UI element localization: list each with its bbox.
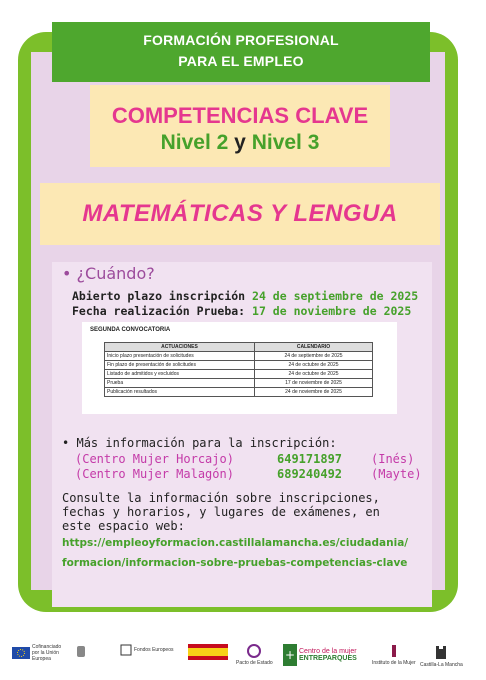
bullet-icon: • xyxy=(62,436,70,450)
fecha-line xyxy=(72,304,411,318)
cell-action: Inicio plazo presentación de solicitudes xyxy=(105,352,255,361)
calendar-table xyxy=(104,342,373,397)
table-row xyxy=(105,361,373,370)
cell-date: 17 de noviembre de 2025 xyxy=(255,379,373,388)
cell-date: 24 de noviembre de 2025 xyxy=(255,388,373,397)
fecha-label: Fecha realización Prueba: xyxy=(72,304,246,318)
eu-label: Cofinanciado por la Unión Europea xyxy=(32,644,62,662)
entreparques-label: ENTREPARQUES xyxy=(299,655,357,662)
subject-box xyxy=(40,183,440,245)
cell-date: 24 de septiembre de 2025 xyxy=(255,352,373,361)
centro-mujer-label: Centro de la mujer xyxy=(299,648,357,655)
cell-action: Listado de admitidos y excluidos xyxy=(105,370,255,379)
centro-mujer-icon xyxy=(283,644,297,666)
eu-logo xyxy=(12,644,66,662)
url-link-line1[interactable]: https://empleoyformacion.castillalamancha.es/ciudadania/ xyxy=(62,537,409,549)
contact-center: (Centro Mujer Malagón) xyxy=(75,467,234,481)
consulte-text: Consulte la información sobre inscripciones, fechas y horarios, y lugares de exámenes, en este espacio web: xyxy=(62,491,380,533)
contact-row xyxy=(75,467,422,481)
table-row xyxy=(105,370,373,379)
table-row xyxy=(105,379,373,388)
plazo-label: Abierto plazo inscripción xyxy=(72,289,246,303)
pacto-logo xyxy=(236,644,273,666)
cell-date: 24 de octubre de 2025 xyxy=(255,361,373,370)
clm-logo xyxy=(420,644,463,668)
instituto-icon xyxy=(387,644,401,658)
crest-icon xyxy=(75,644,87,660)
header-line1: FORMACIÓN PROFESIONAL xyxy=(143,32,339,48)
cell-action: Prueba xyxy=(105,379,255,388)
competencias-title: COMPETENCIAS CLAVE xyxy=(111,103,369,128)
contact-phone: 649171897 xyxy=(277,452,343,466)
svg-text:+: + xyxy=(284,648,296,662)
nivel-line xyxy=(90,131,390,155)
fondos-icon xyxy=(120,644,132,656)
nivel2-label: Nivel 2 xyxy=(160,131,229,154)
contact-phone: 689240492 xyxy=(277,467,343,481)
when-heading xyxy=(62,264,155,283)
pacto-label: Pacto de Estado xyxy=(236,660,273,666)
fecha-value: 17 de noviembre de 2025 xyxy=(252,304,412,318)
col-calendario: CALENDARIO xyxy=(255,343,373,352)
nivel3-label: Nivel 3 xyxy=(251,131,320,154)
table-row xyxy=(105,388,373,397)
plazo-line xyxy=(72,289,418,303)
fondos-label: Fondos Europeos xyxy=(134,647,174,653)
y-label: y xyxy=(234,131,246,154)
gobierno-flag-icon xyxy=(188,644,228,660)
more-info-text: Más información para la inscripción: xyxy=(76,436,337,450)
castle-icon xyxy=(433,644,449,660)
cell-action: Fin plazo de presentación de solicitudes xyxy=(105,361,255,370)
plazo-value: 24 de septiembre de 2025 xyxy=(252,289,419,303)
header-banner xyxy=(52,22,430,82)
calendar-card xyxy=(82,322,397,414)
contact-person: (Inés) xyxy=(371,452,415,466)
contact-row xyxy=(75,452,415,466)
fondos-logo xyxy=(120,644,173,656)
instituto-mujer-logo xyxy=(372,644,416,666)
footer-logos xyxy=(0,640,486,680)
url-link-line2[interactable]: formacion/informacion-sobre-pruebas-competencias-clave xyxy=(62,557,408,569)
subject-title: MATEMÁTICAS Y LENGUA xyxy=(82,200,398,227)
gobierno-logo xyxy=(188,644,228,660)
contact-center: (Centro Mujer Horcajo) xyxy=(75,452,234,466)
calendar-title: SEGUNDA CONVOCATORIA xyxy=(90,327,171,333)
eu-flag-icon xyxy=(12,647,30,659)
cell-date: 24 de octubre de 2025 xyxy=(255,370,373,379)
instituto-label: Instituto de la Mujer xyxy=(372,660,416,666)
when-heading-text: ¿Cuándo? xyxy=(76,264,155,283)
cell-action: Publicación resultados xyxy=(105,388,255,397)
clm-label: Castilla-La Mancha xyxy=(420,662,463,668)
more-info-heading xyxy=(62,436,337,450)
centro-mujer-logo xyxy=(283,644,357,666)
bullet-icon: • xyxy=(62,264,72,283)
pacto-icon xyxy=(246,644,262,658)
table-row xyxy=(105,352,373,361)
spain-crest-logo xyxy=(75,644,87,660)
col-actuaciones: ACTUACIONES xyxy=(105,343,255,352)
header-line2: PARA EL EMPLEO xyxy=(178,53,304,69)
title-box xyxy=(90,85,390,167)
contact-person: (Mayte) xyxy=(371,467,422,481)
